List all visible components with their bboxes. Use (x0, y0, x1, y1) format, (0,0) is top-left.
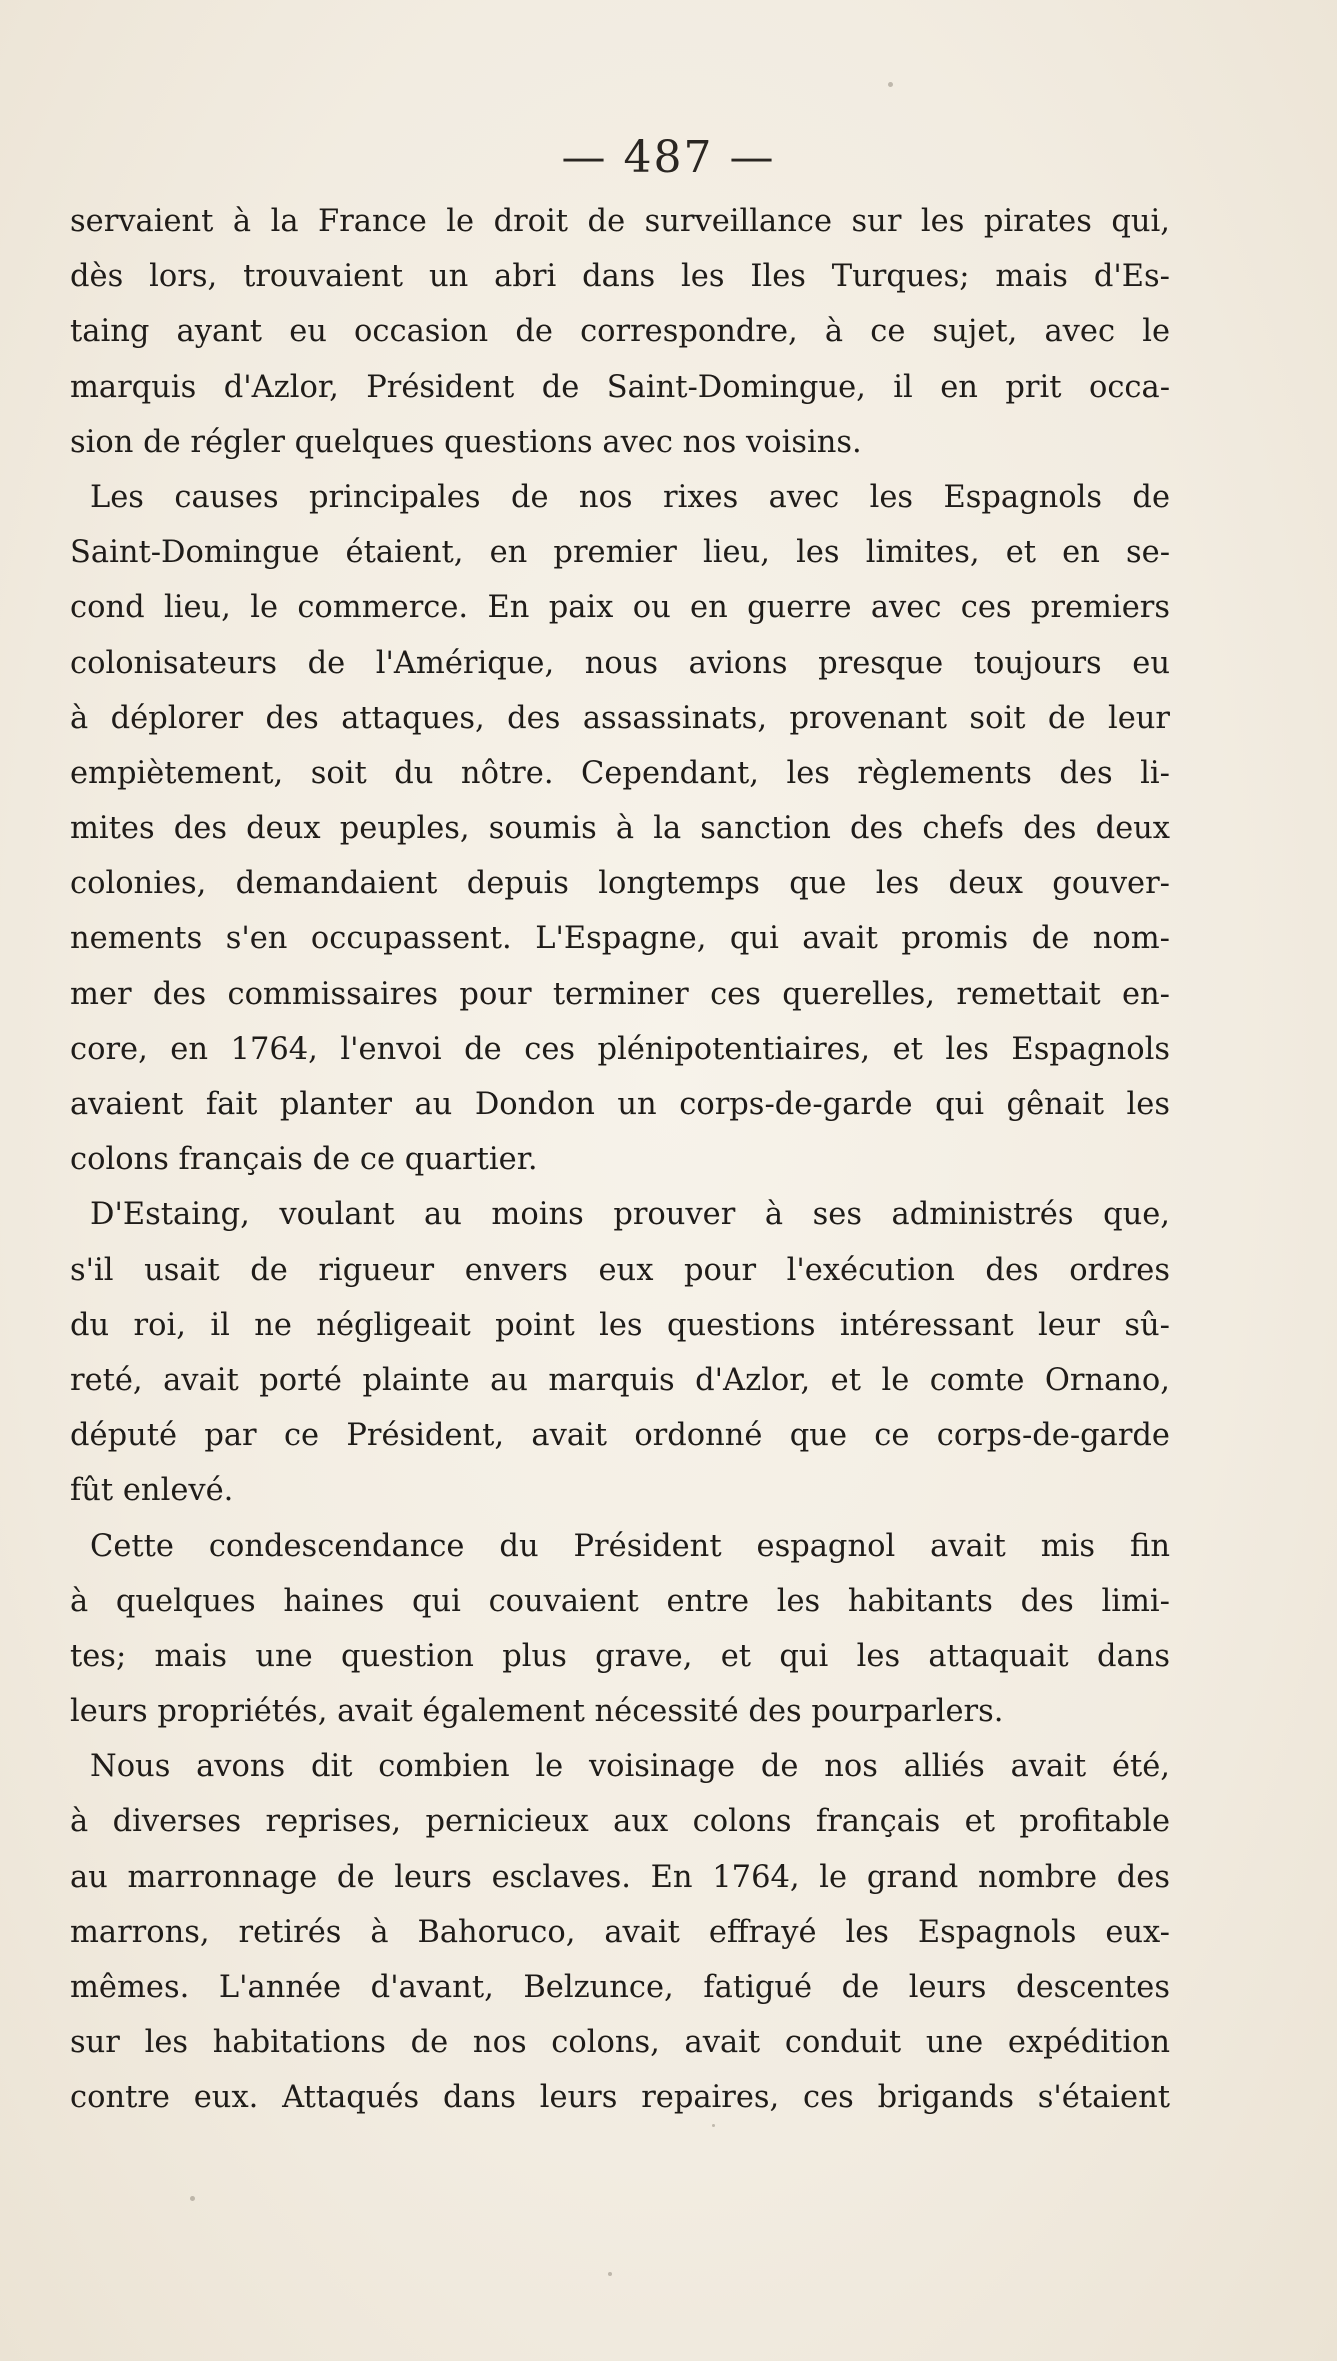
paper-speck (712, 2124, 715, 2127)
text-line: colonies, demandaient depuis longtemps que les deux gouver- (70, 866, 1170, 902)
text-line: nements s'en occupassent. L'Espagne, qui avait promis de nom- (70, 921, 1170, 957)
text-line: sion de régler quelques questions avec nos voisins. (70, 424, 862, 460)
page-number: — 487 — (561, 132, 776, 183)
paper-speck (190, 2196, 195, 2201)
text-line: du roi, il ne négligeait point les questions intéressant leur sû- (70, 1307, 1170, 1343)
paper-speck (888, 82, 893, 87)
text-line: mer des commissaires pour terminer ces querelles, remettait en- (70, 976, 1170, 1012)
text-line: Les causes principales de nos rixes avec les Espagnols de (90, 479, 1170, 515)
text-line: au marronnage de leurs esclaves. En 1764, le grand nombre des (70, 1859, 1170, 1895)
text-line: servaient à la France le droit de surveillance sur les pirates qui, (70, 204, 1170, 239)
text-line: Saint-Domingue étaient, en premier lieu, les limites, et en se- (70, 535, 1170, 571)
text-line: colonisateurs de l'Amérique, nous avions presque toujours eu (70, 645, 1170, 681)
text-line: tes; mais une question plus grave, et qui les attaquait dans (70, 1638, 1170, 1674)
body-text (70, 194, 1170, 2126)
text-line: s'il usait de rigueur envers eux pour l'exécution des ordres (70, 1252, 1170, 1288)
text-line: avaient fait planter au Dondon un corps-de-garde qui gênait les (70, 1087, 1170, 1122)
text-line: colons français de ce quartier. (70, 1142, 538, 1178)
text-line: mêmes. L'année d'avant, Belzunce, fatigué de leurs descentes (70, 1970, 1170, 2005)
text-line: core, en 1764, l'envoi de ces plénipotentiaires, et les Espagnols (70, 1031, 1170, 1067)
text-line: marquis d'Azlor, Président de Saint-Domingue, il en prit occa- (70, 369, 1170, 405)
text-line: dès lors, trouvaient un abri dans les Iles Turques; mais d'Es- (70, 259, 1170, 295)
text-line: député par ce Président, avait ordonné que ce corps-de-garde (70, 1418, 1170, 1454)
text-line: à diverses reprises, pernicieux aux colons français et profitable (70, 1804, 1170, 1840)
text-line: Nous avons dit combien le voisinage de nos alliés avait été, (90, 1749, 1170, 1785)
text-line: leurs propriétés, avait également nécessité des pourparlers. (70, 1694, 1004, 1730)
text-line: empiètement, soit du nôtre. Cependant, les règlements des li- (70, 755, 1170, 791)
paper-speck (608, 2272, 612, 2276)
text-line: taing ayant eu occasion de correspondre, à ce sujet, avec le (70, 314, 1170, 350)
text-line: fût enlevé. (70, 1473, 234, 1509)
text-line: cond lieu, le commerce. En paix ou en guerre avec ces premiers (70, 590, 1170, 626)
text-line: reté, avait porté plainte au marquis d'Azlor, et le comte Ornano, (70, 1362, 1170, 1398)
text-line: mites des deux peuples, soumis à la sanction des chefs des deux (70, 811, 1170, 847)
text-line: Cette condescendance du Président espagnol avait mis fin (90, 1528, 1170, 1564)
text-line: D'Estaing, voulant au moins prouver à ses administrés que, (90, 1197, 1170, 1233)
text-line: sur les habitations de nos colons, avait conduit une expédition (70, 2025, 1170, 2061)
text-line: à déplorer des attaques, des assassinats, provenant soit de leur (70, 700, 1170, 736)
text-line: contre eux. Attaqués dans leurs repaires, ces brigands s'étaient (70, 2080, 1170, 2116)
text-line: marrons, retirés à Bahoruco, avait effrayé les Espagnols eux- (70, 1914, 1170, 1950)
text-line: à quelques haines qui couvaient entre les habitants des limi- (70, 1583, 1170, 1619)
